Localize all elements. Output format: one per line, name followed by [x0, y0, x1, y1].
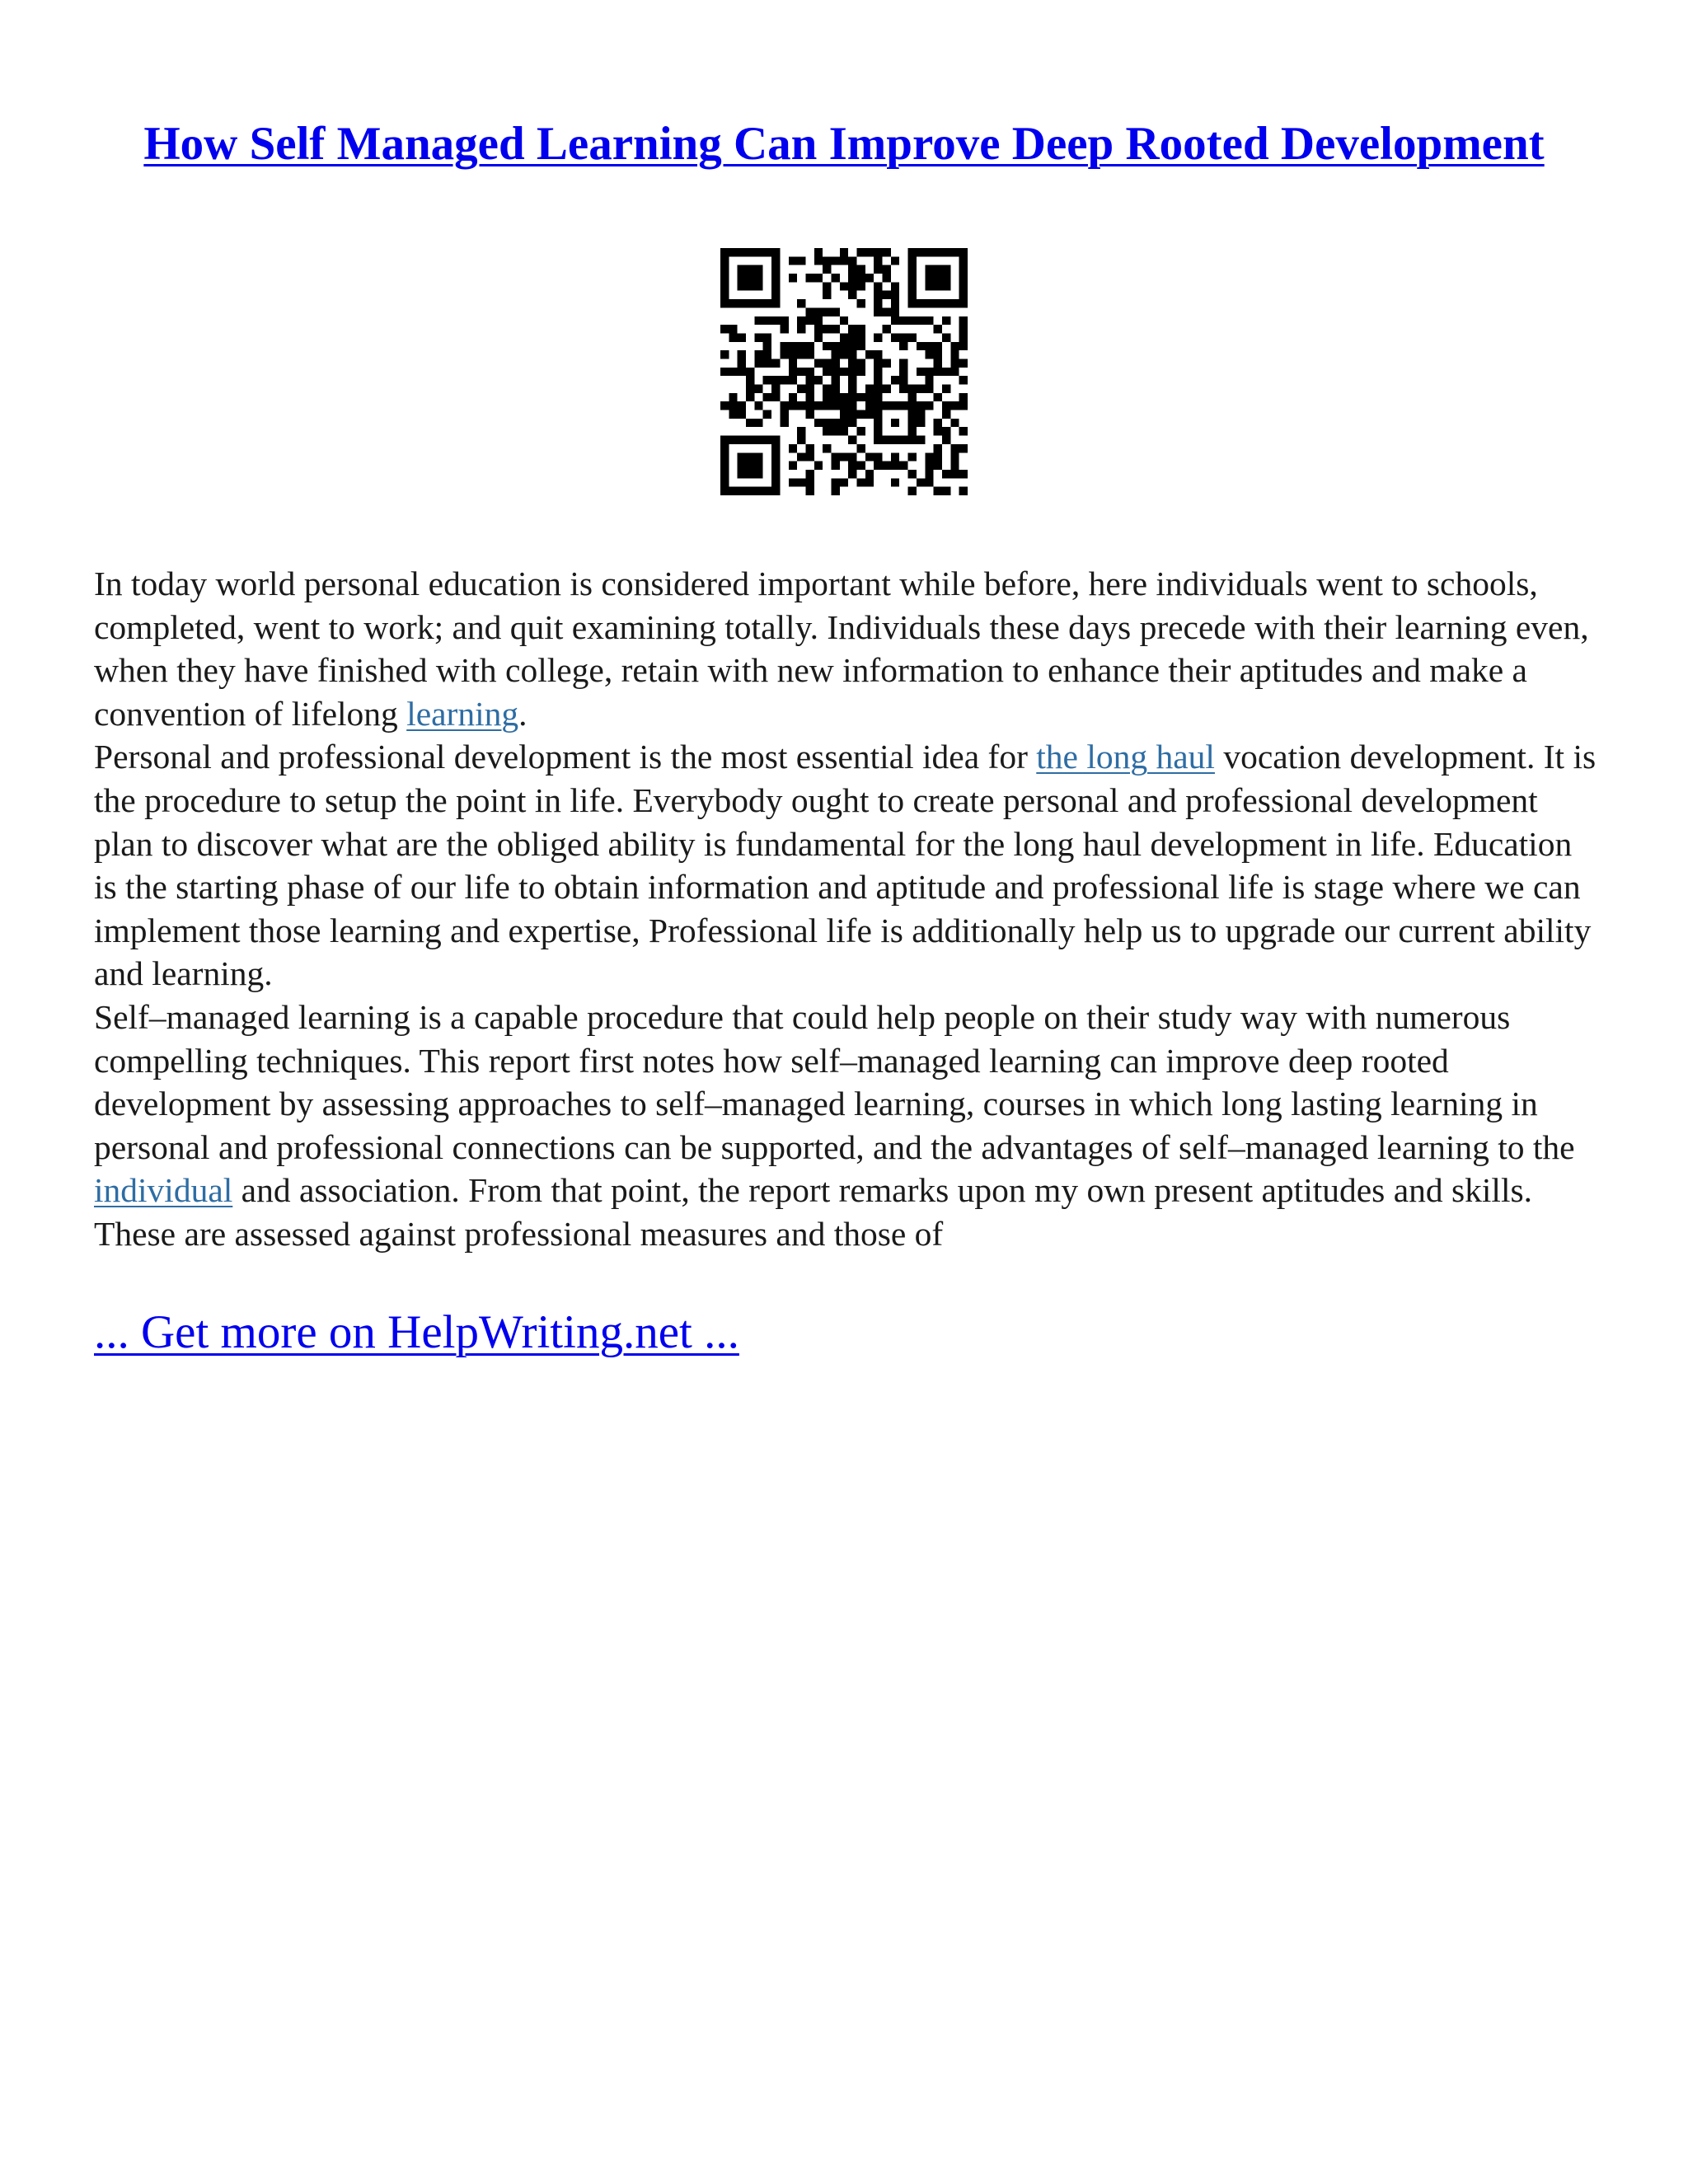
paragraph-2 [94, 735, 1602, 996]
qr-code-icon [720, 248, 968, 495]
title-link[interactable]: How Self Managed Learning Can Improve Deep Rooted Development [143, 118, 1545, 170]
paragraph-text: In today world personal education is considered important while before, here individuals went to schools, completed, went to work; and quit examining totally. Individuals these days precede with their learning even, when they have finished with college, retain with new information to enhance their aptitudes and make a convention of lifelong [94, 565, 1589, 733]
document-body [94, 562, 1602, 1256]
link-learning[interactable]: learning [406, 694, 519, 733]
get-more-link[interactable]: ... Get more on HelpWriting.net ... [94, 1306, 739, 1358]
paragraph-text: Personal and professional development is the most essential idea for [94, 738, 1037, 776]
get-more-block [94, 1304, 739, 1361]
paragraph-3 [94, 996, 1602, 1256]
paragraph-1 [94, 562, 1602, 735]
document-title [0, 115, 1688, 173]
paragraph-text: Self–managed learning is a capable procedure that could help people on their study way with numerous compelling techniques. This report first notes how self–managed learning can improve deep rooted development by assessing approaches to self–managed learning, courses in which long lasting learning in personal and professional connections can be supported, and the advantages of self–managed learning to the [94, 997, 1575, 1166]
link-the-long-haul[interactable]: the long haul [1036, 738, 1215, 776]
paragraph-text: . [518, 694, 528, 733]
paragraph-text: and association. From that point, the report remarks upon my own present aptitudes and skills. These are assessed against professional measures and those of [94, 1171, 1533, 1253]
paragraph-text: vocation development. It is the procedure to setup the point in life. Everybody ought to create personal and professional development plan to discover what are the obliged ability is fundamental for the long haul development in life. Education is the starting phase of our life to obtain information and aptitude and professional life is stage where we can implement those learning and expertise, Professional life is additionally help us to upgrade our current ability and learning. [94, 738, 1597, 993]
link-individual[interactable]: individual [94, 1171, 233, 1210]
